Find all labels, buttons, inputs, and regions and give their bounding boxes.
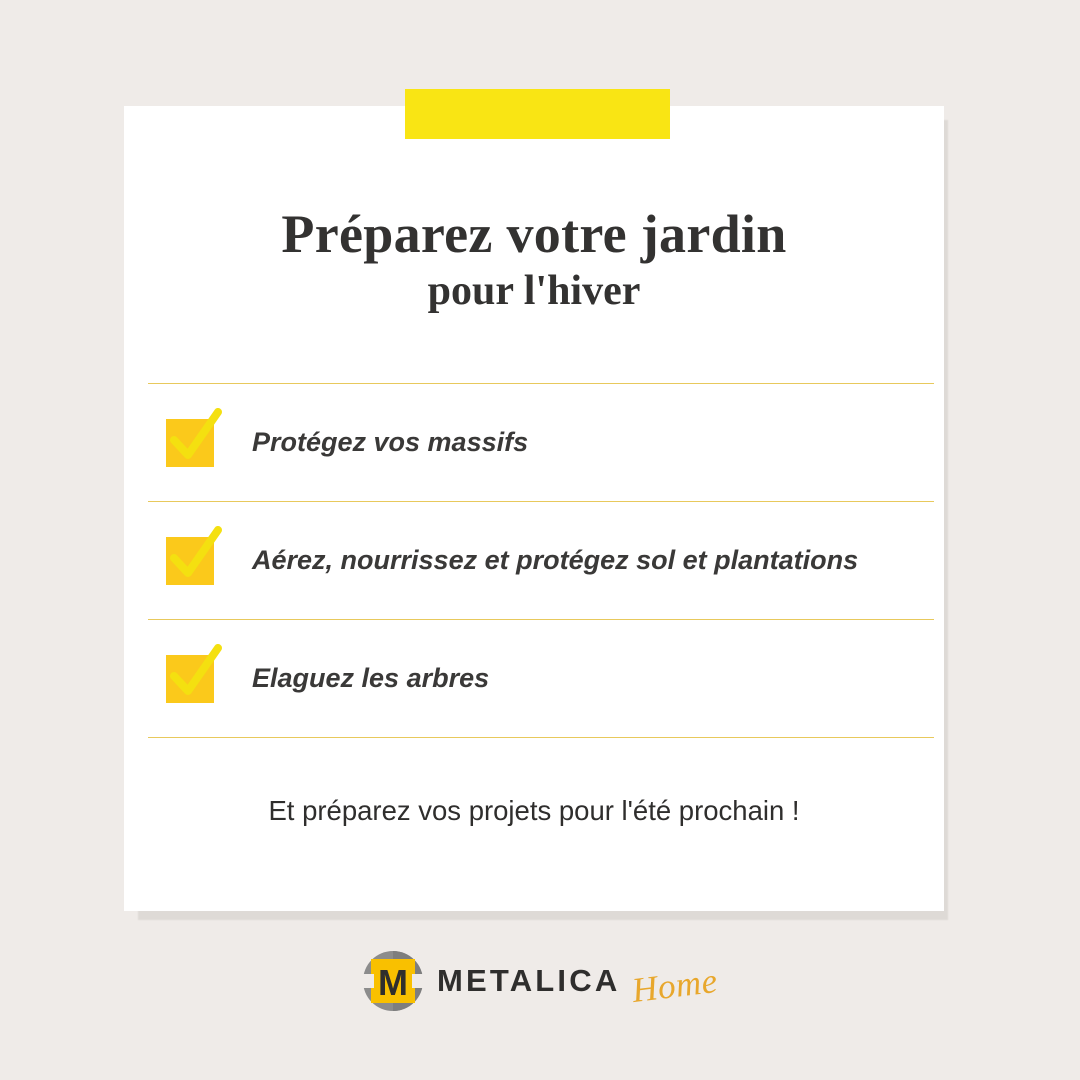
title-line-2: pour l'hiver (427, 268, 641, 315)
page-title (124, 205, 944, 320)
checkbox-3[interactable] (166, 655, 214, 703)
title-line-1: Préparez votre jardin (281, 204, 787, 264)
checklist (148, 383, 934, 738)
brand-name: METALICA (436, 963, 621, 998)
check-icon (164, 642, 226, 704)
brand-script: Home (630, 960, 721, 1011)
list-item[interactable] (148, 502, 934, 619)
metalica-logo-icon (362, 950, 424, 1012)
footnote-text: Et préparez vos projets pour l'été prochain ! (268, 795, 800, 826)
list-item-label: Protégez vos massifs (252, 427, 529, 457)
checkbox-1[interactable] (166, 419, 214, 467)
list-item[interactable] (148, 620, 934, 737)
list-item-label: Aérez, nourrissez et protégez sol et plantations (252, 545, 859, 575)
list-item-label: Elaguez les arbres (252, 663, 490, 693)
check-icon (164, 406, 226, 468)
checkbox-2[interactable] (166, 537, 214, 585)
brand-logo (0, 950, 1080, 1012)
check-icon (164, 524, 226, 586)
svg-text:M: M (377, 962, 408, 1003)
yellow-tape (405, 89, 670, 139)
list-item[interactable] (148, 384, 934, 501)
divider (148, 737, 934, 738)
